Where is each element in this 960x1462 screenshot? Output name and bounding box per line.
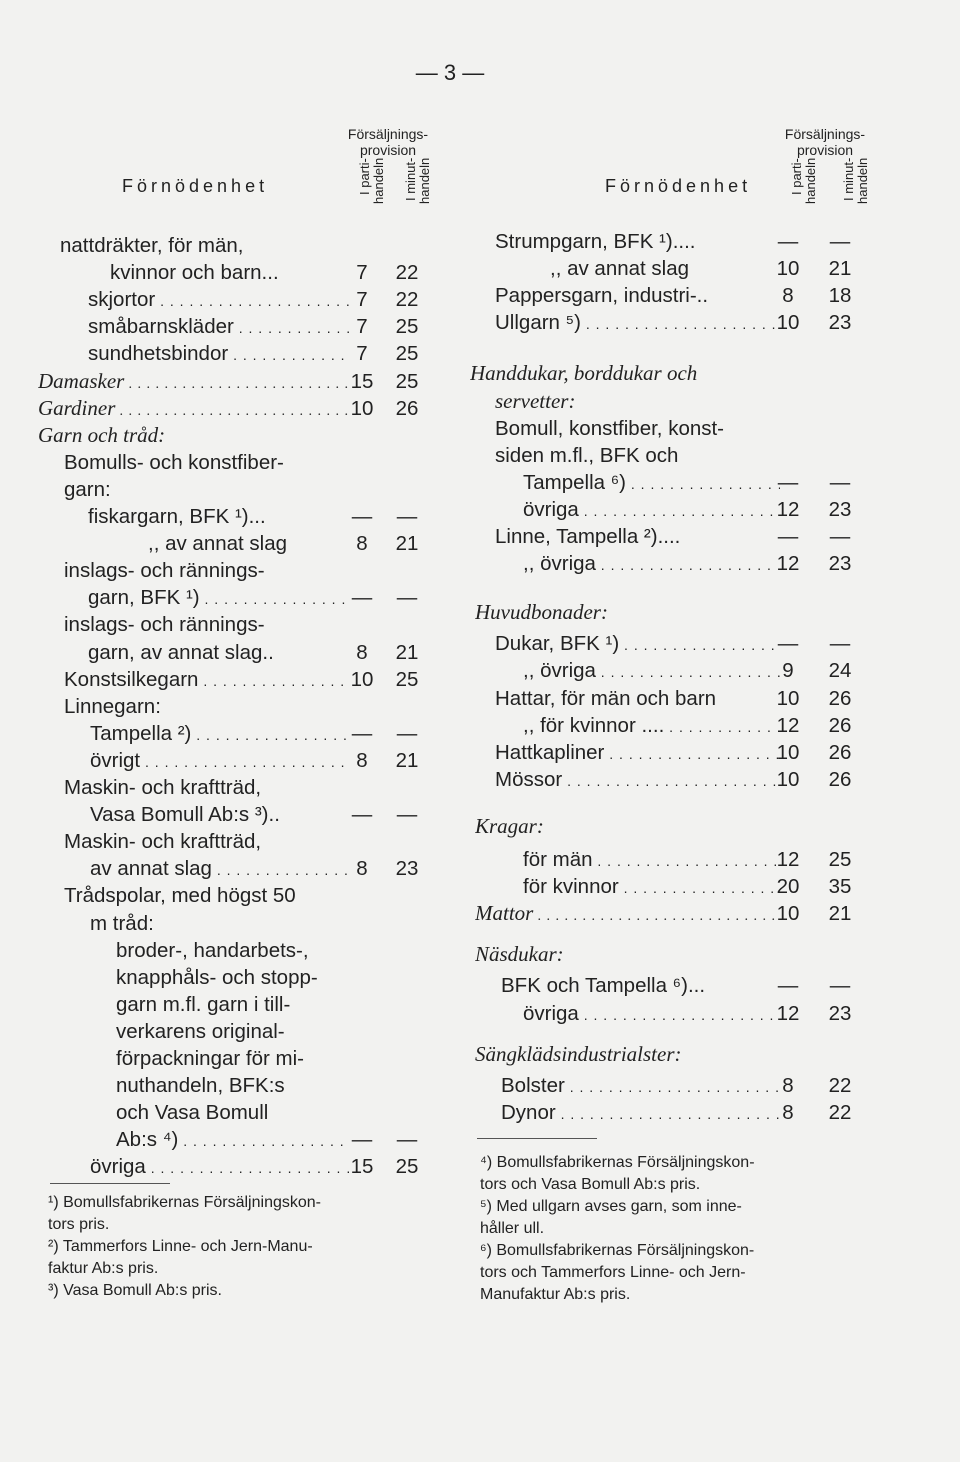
row-label: Ab:s ⁴) . . .	[116, 1126, 350, 1155]
retail-value: 23	[828, 498, 852, 521]
retail-value: 21	[395, 641, 419, 664]
row-label: Mössor . . .	[495, 766, 780, 795]
footnote: ⁴) Bomullsfabrikernas Försäljningskon- tors och Vasa Bomull Ab:s pris.	[480, 1154, 755, 1193]
wholesale-value: 8	[782, 284, 794, 307]
row-label: kvinnor och barn...	[110, 261, 279, 284]
row-label: Kragar:	[475, 814, 544, 838]
row-label: skjortor . . .	[88, 286, 350, 315]
wholesale-value: 15	[350, 1155, 374, 1178]
retail-value: 21	[828, 902, 852, 925]
wholesale-value: —	[777, 471, 799, 494]
retail-value: 25	[395, 342, 419, 365]
row-label: sundhetsbindor . . .	[88, 340, 350, 369]
row-label: nattdräkter, för män,	[60, 234, 244, 257]
row-label: Bolster . . .	[501, 1072, 780, 1101]
retail-value: 23	[828, 552, 852, 575]
row-label: Linne, Tampella ²)....	[495, 525, 681, 548]
wholesale-value: —	[351, 722, 373, 745]
wholesale-value: 12	[776, 552, 800, 575]
retail-value: 35	[828, 875, 852, 898]
retail-value: 25	[395, 370, 419, 393]
retail-value: 22	[828, 1101, 852, 1124]
retail-value: 22	[395, 261, 419, 284]
wholesale-value: —	[351, 803, 373, 826]
row-label: siden m.fl., BFK och	[495, 444, 679, 467]
wholesale-value: —	[351, 1128, 373, 1151]
row-label: inslags- och rännings-	[64, 613, 265, 636]
wholesale-value: 7	[356, 261, 368, 284]
row-label: Trådspolar, med högst 50	[64, 884, 296, 907]
left-wholesale-header: I parti- handeln	[357, 158, 386, 205]
wholesale-value: 10	[350, 397, 374, 420]
left-provision-header: Försäljnings- provision	[347, 126, 429, 158]
retail-value: 21	[828, 257, 852, 280]
row-label: Maskin- och kraftträd,	[64, 830, 262, 853]
wholesale-value: 8	[356, 749, 368, 772]
retail-value: —	[829, 230, 851, 253]
row-label: för kvinnor . . .	[523, 873, 780, 902]
retail-value: 26	[828, 768, 852, 791]
row-label: Dynor . . .	[501, 1099, 780, 1128]
row-label: m tråd:	[90, 912, 154, 935]
retail-value: 23	[828, 311, 852, 334]
retail-value: 26	[395, 397, 419, 420]
row-label: verkarens original-	[116, 1020, 285, 1043]
row-label: för män . . .	[523, 846, 780, 875]
row-label: broder-, handarbets-,	[116, 939, 309, 962]
row-label: av annat slag . . .	[90, 855, 350, 884]
left-retail-header: I minut- handeln	[403, 158, 432, 205]
row-label: knapphåls- och stopp-	[116, 966, 318, 989]
row-label: övriga . . .	[523, 1000, 780, 1029]
row-label: Sängklädsindustrialster:	[475, 1042, 682, 1066]
row-label: och Vasa Bomull	[116, 1101, 269, 1124]
row-label: ,, av annat slag	[550, 257, 690, 280]
row-label: Hattar, för män och barn	[495, 687, 717, 710]
row-label: Näsdukar:	[475, 942, 564, 966]
retail-value: —	[396, 1128, 418, 1151]
wholesale-value: —	[351, 586, 373, 609]
retail-value: —	[396, 803, 418, 826]
wholesale-value: 12	[776, 1002, 800, 1025]
wholesale-value: 8	[782, 1101, 794, 1124]
row-label: Pappersgarn, industri-..	[495, 284, 709, 307]
wholesale-value: —	[777, 230, 799, 253]
row-label: ,, övriga . . .	[523, 657, 780, 686]
wholesale-value: —	[351, 505, 373, 528]
row-label: Huvudbonader:	[475, 600, 608, 624]
retail-value: 25	[395, 1155, 419, 1178]
row-label: övriga . . .	[90, 1153, 350, 1182]
wholesale-value: 10	[776, 902, 800, 925]
left-item-header: Förnödenhet	[122, 176, 269, 196]
row-label: Mattor . . .	[475, 900, 780, 930]
right-item-header: Förnödenhet	[605, 176, 752, 196]
row-label: övriga . . .	[523, 496, 780, 525]
row-label: garn m.fl. garn i till-	[116, 993, 291, 1016]
wholesale-value: 12	[776, 848, 800, 871]
row-label: garn, av annat slag..	[88, 641, 274, 664]
row-label: Garn och tråd:	[38, 423, 166, 447]
retail-value: 25	[828, 848, 852, 871]
retail-value: —	[829, 632, 851, 655]
retail-value: 25	[395, 315, 419, 338]
footnote: ¹) Bomullsfabrikernas Försäljningskon- tors pris.	[48, 1194, 321, 1233]
wholesale-value: 7	[356, 342, 368, 365]
wholesale-value: —	[777, 974, 799, 997]
row-label: övrigt . . .	[90, 747, 350, 776]
retail-value: 18	[828, 284, 852, 307]
wholesale-value: 12	[776, 498, 800, 521]
retail-value: 24	[828, 659, 852, 682]
row-label: Tampella ⁶) . . .	[523, 469, 780, 498]
row-label: Linnegarn:	[64, 695, 161, 718]
wholesale-value: 10	[776, 687, 800, 710]
wholesale-value: 8	[356, 532, 368, 555]
wholesale-value: 10	[776, 741, 800, 764]
retail-value: 22	[828, 1074, 852, 1097]
wholesale-value: 10	[776, 311, 800, 334]
wholesale-value: —	[777, 632, 799, 655]
right-wholesale-header: I parti- handeln	[789, 158, 818, 205]
row-label: Tampella ²) . . .	[90, 720, 350, 749]
row-label: förpackningar för mi-	[116, 1047, 304, 1070]
retail-value: 26	[828, 714, 852, 737]
row-label: garn, BFK ¹) . . .	[88, 584, 350, 613]
row-label: fiskargarn, BFK ¹)...	[88, 505, 266, 528]
retail-value: —	[829, 974, 851, 997]
row-label: servetter:	[495, 389, 576, 413]
right-footnote-divider	[477, 1138, 597, 1139]
right-provision-header: Försäljnings- provision	[784, 126, 866, 158]
left-footnote-divider	[50, 1183, 170, 1184]
retail-value: 22	[395, 288, 419, 311]
wholesale-value: 10	[776, 768, 800, 791]
retail-value: —	[396, 586, 418, 609]
wholesale-value: 8	[356, 641, 368, 664]
footnote: ⁵) Med ullgarn avses garn, som inne- håller ull.	[480, 1198, 742, 1237]
wholesale-value: 7	[356, 315, 368, 338]
wholesale-value: 8	[782, 1074, 794, 1097]
row-label: Gardiner . . .	[38, 395, 350, 425]
row-label: Damasker . . .	[38, 368, 350, 398]
footnote: ²) Tammerfors Linne- och Jern-Manu- faktur Ab:s pris.	[48, 1238, 313, 1277]
row-label: Maskin- och kraftträd,	[64, 776, 262, 799]
retail-value: 26	[828, 741, 852, 764]
retail-value: —	[829, 525, 851, 548]
wholesale-value: —	[777, 525, 799, 548]
footnote: ³) Vasa Bomull Ab:s pris.	[48, 1282, 222, 1299]
row-label: Strumpgarn, BFK ¹)....	[495, 230, 696, 253]
page-number: — 3 —	[415, 60, 485, 85]
row-label: Bomull, konstfiber, konst-	[495, 417, 725, 440]
row-label: ,, övriga . . .	[523, 550, 780, 579]
row-label: Konstsilkegarn . . .	[64, 666, 350, 695]
wholesale-value: 9	[782, 659, 794, 682]
row-label: Hattkapliner . . .	[495, 739, 780, 768]
retail-value: 21	[395, 532, 419, 555]
row-label: Bomulls- och konstfiber-	[64, 451, 284, 474]
wholesale-value: 10	[350, 668, 374, 691]
retail-value: 23	[828, 1002, 852, 1025]
right-retail-header: I minut- handeln	[841, 158, 870, 205]
row-label: Handdukar, borddukar och	[470, 361, 698, 385]
row-label: Vasa Bomull Ab:s ³)..	[90, 803, 280, 826]
row-label: BFK och Tampella ⁶)...	[501, 974, 706, 997]
row-label: ,, av annat slag	[148, 532, 288, 555]
row-label: nuthandeln, BFK:s	[116, 1074, 285, 1097]
wholesale-value: 7	[356, 288, 368, 311]
row-label: ,, för kvinnor .... . . .	[523, 712, 780, 741]
row-label: Dukar, BFK ¹) . . .	[495, 630, 780, 659]
row-label: inslags- och rännings-	[64, 559, 265, 582]
row-label: Ullgarn ⁵) . . .	[495, 309, 780, 338]
footnote: ⁶) Bomullsfabrikernas Försäljningskon- tors och Tammerfors Linne- och Jern- Manufaktur Ab:s pris.	[480, 1242, 755, 1303]
row-label: garn:	[64, 478, 111, 501]
wholesale-value: 8	[356, 857, 368, 880]
retail-value: 25	[395, 668, 419, 691]
retail-value: 23	[395, 857, 419, 880]
retail-value: 26	[828, 687, 852, 710]
wholesale-value: 15	[350, 370, 374, 393]
wholesale-value: 12	[776, 714, 800, 737]
row-label: småbarnskläder . . .	[88, 313, 350, 342]
retail-value: —	[396, 722, 418, 745]
wholesale-value: 20	[776, 875, 800, 898]
retail-value: —	[396, 505, 418, 528]
retail-value: —	[829, 471, 851, 494]
retail-value: 21	[395, 749, 419, 772]
wholesale-value: 10	[776, 257, 800, 280]
